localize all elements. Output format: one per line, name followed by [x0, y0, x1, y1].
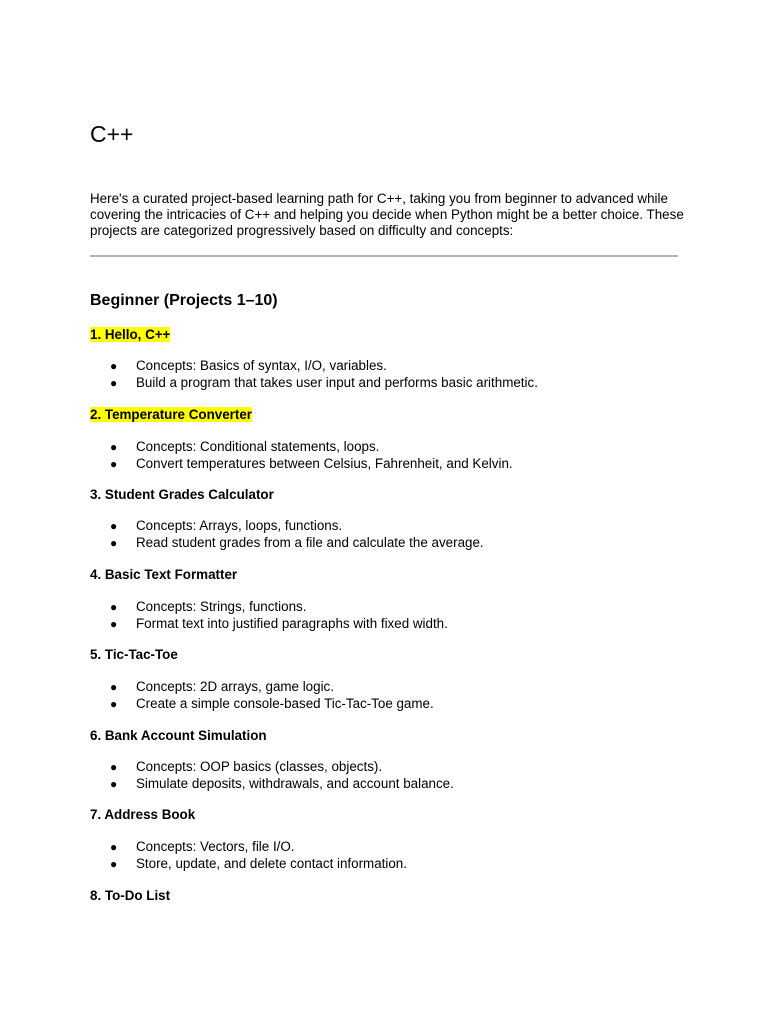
bullet-icon: ● — [110, 760, 118, 774]
project-title-3: 3. Student Grades Calculator — [90, 487, 274, 502]
bullet-item — [110, 616, 448, 633]
bullet-text: Concepts: Basics of syntax, I/O, variables. — [136, 358, 387, 373]
project-5-bullet-list — [110, 679, 434, 712]
project-7-bullet-list — [110, 839, 407, 872]
project-1-bullet-list — [110, 358, 538, 391]
bullet-icon: ● — [110, 456, 118, 471]
project-title-8: 8. To-Do List — [90, 888, 171, 903]
bullet-icon: ● — [110, 696, 118, 711]
bullet-item — [110, 456, 513, 473]
bullet-text: Concepts: Conditional statements, loops. — [136, 439, 380, 454]
project-title-2-text: 2. Temperature Converter — [90, 407, 252, 422]
bullet-text: Read student grades from a file and calculate the average. — [136, 534, 484, 550]
bullet-item — [110, 696, 434, 713]
project-title-7: 7. Address Book — [90, 807, 196, 822]
bullet-text: Concepts: Arrays, loops, functions. — [136, 518, 343, 533]
bullet-text: Concepts: Vectors, file I/O. — [136, 839, 295, 854]
bullet-icon: ● — [110, 840, 118, 854]
intro-paragraph: Here's a curated project-based learning path for C++, taking you from beginner to advanced while covering the intricacies of C++ and helping you decide when Python might be a better choice. These projects are categorized progressively based on difficulty and concepts: — [90, 191, 684, 238]
bullet-item — [110, 518, 484, 535]
bullet-item — [110, 759, 454, 776]
bullet-icon: ● — [110, 680, 118, 694]
bullet-icon: ● — [110, 535, 118, 550]
bullet-icon: ● — [110, 519, 118, 533]
project-2-bullet-list — [110, 439, 513, 472]
project-6-bullet-list — [110, 759, 454, 792]
bullet-text: Simulate deposits, withdrawals, and account balance. — [136, 775, 454, 791]
bullet-text: Convert temperatures between Celsius, Fahrenheit, and Kelvin. — [136, 455, 513, 471]
project-4-bullet-list — [110, 599, 448, 632]
document-title: C++ — [90, 121, 134, 147]
bullet-item — [110, 839, 407, 856]
bullet-icon: ● — [110, 359, 118, 373]
bullet-item — [110, 439, 513, 456]
bullet-icon: ● — [110, 856, 118, 871]
bullet-icon: ● — [110, 600, 118, 614]
bullet-text: Format text into justified paragraphs with fixed width. — [136, 615, 448, 631]
bullet-icon: ● — [110, 776, 118, 791]
project-title-1-text: 1. Hello, C++ — [90, 327, 171, 342]
bullet-item — [110, 535, 484, 552]
bullet-text: Concepts: Strings, functions. — [136, 599, 307, 614]
bullet-icon: ● — [110, 616, 118, 631]
project-title-5: 5. Tic-Tac-Toe — [90, 647, 178, 662]
bullet-text: Build a program that takes user input and performs basic arithmetic. — [136, 374, 538, 390]
bullet-text: Concepts: 2D arrays, game logic. — [136, 679, 334, 694]
bullet-item — [110, 375, 538, 392]
bullet-item — [110, 776, 454, 793]
horizontal-divider — [90, 255, 678, 257]
bullet-text: Store, update, and delete contact information. — [136, 855, 407, 871]
project-title-1 — [90, 327, 170, 343]
bullet-text: Create a simple console-based Tic-Tac-Toe game. — [136, 695, 434, 711]
project-title-2 — [90, 407, 252, 423]
bullet-icon: ● — [110, 375, 118, 390]
bullet-icon: ● — [110, 440, 118, 454]
bullet-item — [110, 358, 538, 375]
bullet-item — [110, 599, 448, 616]
project-title-4: 4. Basic Text Formatter — [90, 567, 238, 582]
bullet-item — [110, 679, 434, 696]
bullet-text: Concepts: OOP basics (classes, objects). — [136, 759, 383, 774]
project-title-6: 6. Bank Account Simulation — [90, 728, 267, 743]
project-3-bullet-list — [110, 518, 484, 551]
section-heading-beginner: Beginner (Projects 1–10) — [90, 292, 278, 309]
bullet-item — [110, 856, 407, 873]
